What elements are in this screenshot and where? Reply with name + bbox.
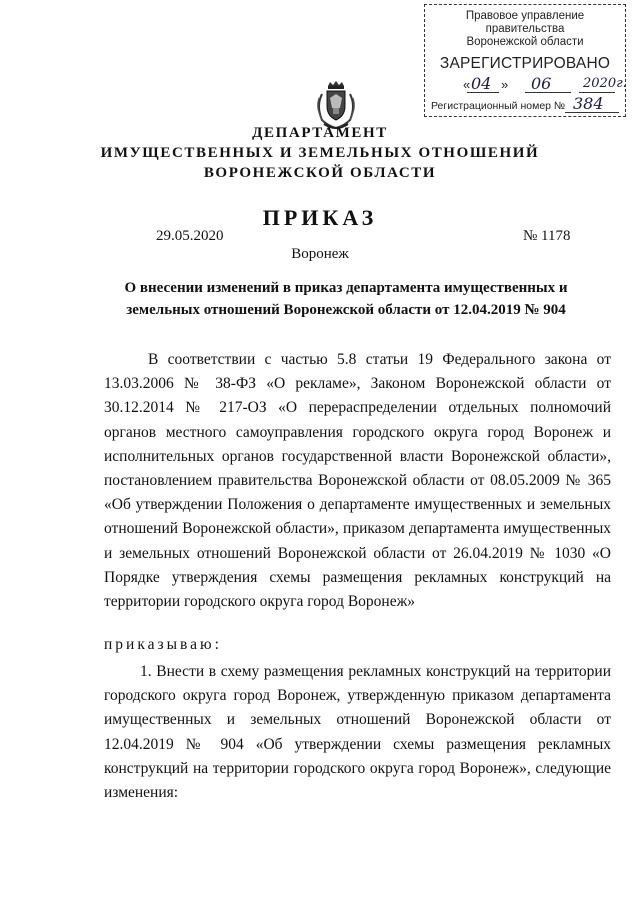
order-number: № 1178 [523,228,571,244]
dept-line2: ИМУЩЕСТВЕННЫХ И ЗЕМЕЛЬНЫХ ОТНОШЕНИЙ [100,145,540,161]
item1-block [104,660,611,805]
doc-type-title: ПРИКАЗ [262,205,378,230]
registration-stamp [424,4,626,117]
stamp-registered-label: ЗАРЕГИСТРИРОВАНО [439,55,611,72]
preamble-block [104,348,611,614]
stamp-reg-number-label: Регистрационный номер № [431,100,566,112]
order-subject: О внесении изменений в приказ департамента имущественных и земельных отношений Воронежской области от 12.04.2019 № 904 [124,280,568,318]
stamp-year: 2020г. [583,76,627,91]
preamble-paragraph: В соответствии с частью 5.8 статьи 19 Федерального закона от 13.03.2006 № 38-ФЗ «О рекламе», Законом Воронежской области от 30.12.2014 № 217-ОЗ «О перераспределении отдельных полномочий органов местного самоуправления городского округа город Воронеж и исполнительных органов государственной власти Воронежской области», постановлением правительства Воронежской области от 08.05.2009 № 365 «Об утверждении Положения о департаменте имущественных и земельных отношений Воронежской области», приказом департамента имущественных и земельных отношений Воронежской области от 26.04.2019 № 1030 «О Порядке утверждения схемы размещения рекламных конструкций на территории городского округа город Воронеж» [104,351,611,611]
order-city: Воронеж [291,246,349,262]
item1-paragraph: 1. Внести в схему размещения рекламных конструкций на территории городского округа город Воронеж, утвержденную приказом департамента имущественных и земельных отношений Воронежской области от 12.04.2019 № 904 «Об утверждении схемы размещения рекламных конструкций на территории городского округа город Воронеж», следующие изменения: [104,663,611,802]
dept-line3: ВОРОНЕЖСКОЙ ОБЛАСТИ [203,165,437,181]
dept-line1: ДЕПАРТАМЕНТ [252,125,388,141]
stamp-org-line2: Воронежской области [466,36,584,48]
stamp-org [425,10,625,49]
stamp-org-line1: Правовое управление правительства [465,10,585,35]
stamp-month: 06 [531,74,552,93]
stamp-day: 04 [471,74,492,93]
stamp-reg-number: 384 [573,94,604,113]
stamp-date: « 04 » 06 2020г. [463,74,627,93]
order-word: приказываю: [104,636,222,653]
order-date: 29.05.2020 [156,228,224,244]
stamp-reg-number-line [431,94,604,113]
